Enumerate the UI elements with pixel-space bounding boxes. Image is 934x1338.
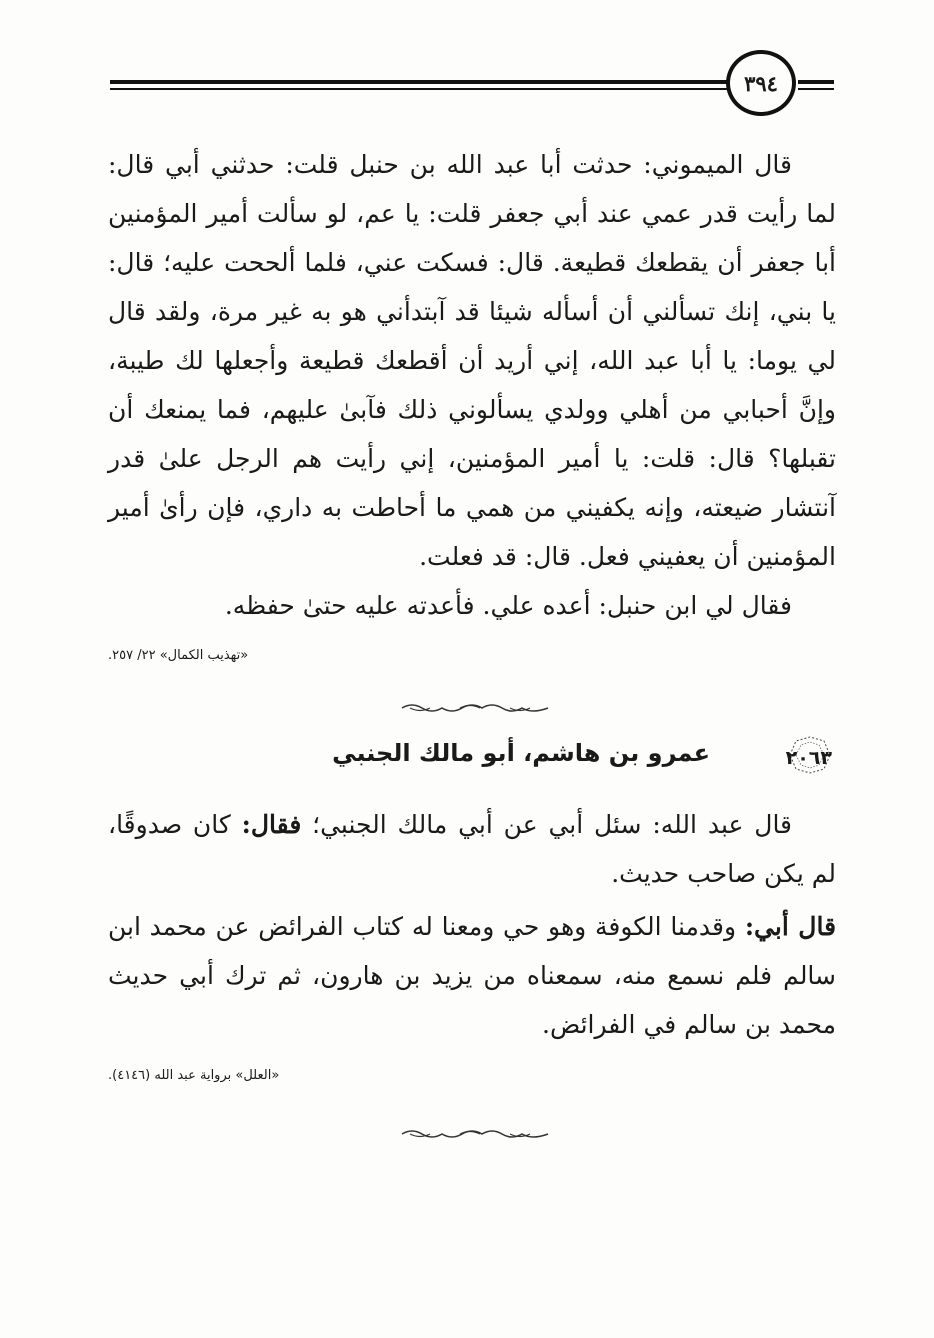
entry-heading (108, 735, 836, 775)
p1-bold: فقال: (241, 810, 302, 839)
page-number: ٣٩٤ (744, 70, 778, 96)
entry-title: عمرو بن هاشم، أبو مالك الجنبي (332, 739, 710, 767)
entry-text (108, 800, 836, 1049)
ornament-divider-icon (400, 1128, 550, 1140)
section1-source: «تهذيب الكمال» ٢٢/ ٢٥٧. (108, 648, 249, 663)
ornament-divider-icon (400, 702, 550, 714)
section1-text (108, 140, 836, 630)
page-number-badge (726, 50, 796, 116)
entry-paragraph-1 (108, 800, 836, 898)
header-rule (110, 80, 728, 92)
section1-paragraph-2: فقال لي ابن حنبل: أعده علي. فأعدته عليه حتىٰ حفظه. (224, 591, 792, 620)
p1-rest: كان صدوقًا، لم يكن صاحب حديث. (108, 810, 836, 888)
p2-bold: قال أبي: (744, 912, 837, 941)
p2-rest: وقدمنا الكوفة وهو حي ومعنا له كتاب الفرائض عن محمد ابن سالم فلم نسمع منه، سمعناه من يزيد بن هارون، ثم ترك أبي حديث محمد بن سالم في الفرائض. (108, 912, 836, 1039)
entry-paragraph-2 (108, 902, 836, 1049)
header-rule-right (798, 80, 834, 92)
section1-paragraph-1: قال الميموني: حدثت أبا عبد الله بن حنبل قلت: حدثني أبي قال: لما رأيت قدر عمي عند أبي جعفر قلت: يا عم، لو سألت أمير المؤمنين أبا جعفر أن يقطعك قطيعة. قال: فسكت عني، فلما ألححت عليه؛ قال: يا بني، إنك تسألني أن أسأله شيئا قد آبتدأني هو به غير مرة، ولقد قال لي يوما: يا أبا عبد الله، إني أريد أن أقطعك قطيعة وأجعلها لك طيبة، وإنَّ أحبابي من أهلي وولدي يسألوني ذلك فآبىٰ عليهم، فما يمنعك أن تقبلها؟ قال: قلت: يا أمير المؤمنين، إني رأيت هم الرجل علىٰ قدر آنتشار ضيعته، وإنه يكفيني من همي ما أحاطت به داري، فإن رأىٰ أمير المؤمنين أن يعفيني فعل. قال: قد فعلت. (108, 150, 836, 571)
p1-lead: قال عبد الله: سئل أبي عن أبي مالك الجنبي؛ (312, 810, 793, 839)
entry-source: «العلل» برواية عبد الله (٤١٤٦). (108, 1068, 280, 1083)
entry-number: ٢٠٦٣ (785, 747, 832, 769)
